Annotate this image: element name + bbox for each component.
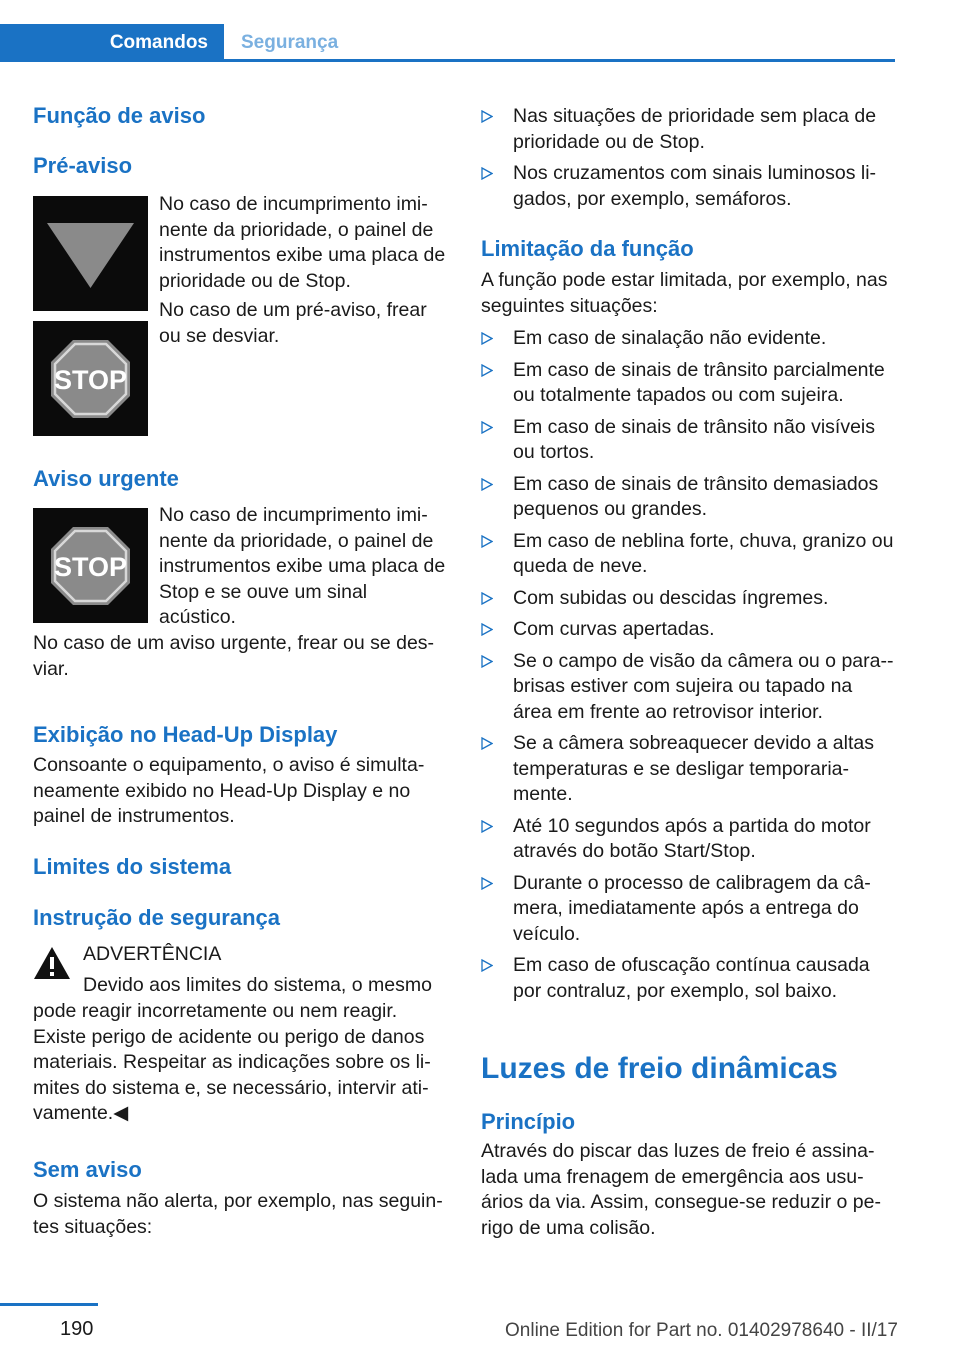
- sem-aviso-paragraph: O sistema não alerta, por exemplo, nas seguin-tes situações:: [33, 1190, 443, 1238]
- list-item-text: Nas situações de prioridade sem placa de prioridade ou de Stop.: [513, 105, 877, 153]
- list-item: [481, 104, 894, 155]
- edition-note: Online Edition for Part no. 01402978640 - II/17: [505, 1320, 898, 1341]
- list-item-text: Em caso de ofuscação contínua causada por contraluz, por exemplo, sol baixo.: [513, 954, 870, 1002]
- warning-text-line1: Devido aos limites do sistema, o mesmo: [83, 974, 432, 996]
- heading-instrucao-de-seguranca: Instrução de segurança: [33, 905, 280, 930]
- list-item: [481, 814, 894, 865]
- list-item-text: Em caso de sinais de trânsito demasiados pequenos ou grandes.: [513, 472, 879, 520]
- heading-pre-aviso: Pré-aviso: [33, 153, 133, 178]
- triangle-bullet-icon: [481, 535, 493, 548]
- limitacao-paragraph: A função pode estar limitada, por exemplo, nas seguintes situações:: [481, 269, 888, 317]
- urgente-paragraph-2: No caso de um aviso urgente, frear ou se des-viar.: [33, 632, 435, 680]
- heading-limites-do-sistema: Limites do sistema: [33, 854, 232, 879]
- list-item-text: Em caso de sinalação não evidente.: [513, 327, 827, 349]
- page-number: 190: [60, 1318, 94, 1340]
- triangle-bullet-icon: [481, 110, 493, 123]
- list-item: [481, 326, 894, 352]
- list-item: [481, 529, 894, 580]
- list-item-text: Em caso de sinais de trânsito não visíveis ou tortos.: [513, 415, 876, 463]
- heading-head-up-display: Exibição no Head-Up Display: [33, 722, 338, 747]
- list-item-text: Até 10 segundos após a partida do motor através do botão Start/Stop.: [513, 814, 871, 862]
- list-item-text: Em caso de sinais de trânsito parcialmente ou totalmente tapados ou com sujeira.: [513, 358, 885, 406]
- triangle-bullet-icon: [481, 478, 493, 491]
- list-item: [481, 617, 894, 643]
- triangle-bullet-icon: [481, 623, 493, 636]
- yield-sign-icon: [33, 196, 148, 311]
- list-item: [481, 649, 894, 726]
- list-item: [481, 586, 894, 612]
- stop-sign-image-2: [33, 508, 148, 623]
- header-tabs: [0, 24, 895, 62]
- hud-paragraph: Consoante o equipamento, o aviso é simulta-neamente exibido no Head-Up Display e no painel de instrumentos.: [33, 754, 425, 827]
- triangle-bullet-icon: [481, 332, 493, 345]
- list-item-text: Com curvas apertadas.: [513, 618, 715, 640]
- tab-comandos[interactable]: Comandos: [0, 24, 224, 61]
- list-item: [481, 731, 894, 808]
- urgente-paragraph-1: No caso de incumprimento imi-nente da prioridade, o painel de instrumentos exibe uma placa de Stop e se ouve um sinal acústico.: [159, 504, 446, 628]
- list-item: [481, 415, 894, 466]
- header-rule: [0, 59, 895, 62]
- list-item-text: Durante o processo de calibragem da câ-mera, imediatamente após a entrega do veículo.: [513, 871, 871, 945]
- preaviso-paragraph-2: No caso de um pré-aviso, frear ou se desviar.: [159, 299, 427, 347]
- triangle-bullet-icon: [481, 877, 493, 890]
- stop-sign-image-1: [33, 321, 148, 436]
- triangle-bullet-icon: [481, 655, 493, 668]
- heading-limitacao-da-funcao: Limitação da função: [481, 236, 694, 261]
- tab-seguranca[interactable]: Segurança: [241, 31, 339, 53]
- list-item: [481, 953, 894, 1004]
- principio-paragraph: Através do piscar das luzes de freio é assina-lada uma frenagem de emergência aos usu-ários da via. Assim, consegue-se reduzir o pe-rigo de uma colisão.: [481, 1140, 881, 1239]
- heading-aviso-urgente: Aviso urgente: [33, 466, 179, 491]
- triangle-bullet-icon: [481, 421, 493, 434]
- stop-sign-text: STOP: [53, 552, 128, 582]
- triangle-bullet-icon: [481, 820, 493, 833]
- sem-aviso-list: [481, 104, 894, 218]
- triangle-bullet-icon: [481, 959, 493, 972]
- triangle-bullet-icon: [481, 737, 493, 750]
- list-item-text: Com subidas ou descidas íngremes.: [513, 586, 829, 609]
- footer-rule: [0, 1303, 98, 1306]
- warning-title: ADVERTÊNCIA: [83, 943, 222, 965]
- triangle-bullet-icon: [481, 364, 493, 377]
- list-item: [481, 358, 894, 409]
- heading-luzes-de-freio-dinamicas: Luzes de freio dinâmicas: [481, 1052, 838, 1085]
- list-item: [481, 871, 894, 948]
- heading-sem-aviso: Sem aviso: [33, 1157, 142, 1182]
- preaviso-paragraph-1: No caso de incumprimento imi-nente da prioridade, o painel de instrumentos exibe uma placa de prioridade ou de Stop.: [159, 193, 446, 292]
- list-item-text: Se a câmera sobreaquecer devido a altas temperaturas e se desligar temporaria-mente.: [513, 732, 874, 805]
- limitacao-list: [481, 326, 894, 1010]
- stop-sign-icon: [33, 508, 148, 623]
- yield-sign-image: [33, 196, 148, 311]
- list-item-text: Em caso de neblina forte, chuva, granizo ou queda de neve.: [513, 529, 894, 577]
- heading-principio: Princípio: [481, 1109, 576, 1134]
- triangle-bullet-icon: [481, 167, 493, 180]
- stop-sign-text: STOP: [53, 365, 128, 395]
- heading-funcao-de-aviso: Função de aviso: [33, 103, 206, 128]
- list-item: [481, 161, 894, 212]
- list-item-text: Se o campo de visão da câmera ou o para--brisas estiver com sujeira ou tapado na área em frente ao retrovisor interior.: [513, 649, 894, 723]
- warning-text: pode reagir incorretamente ou nem reagir. Existe perigo de acidente ou perigo de danos materiais. Respeitar as indicações sobre os li-mites do sistema e, se necessário, intervir ati-vamente.◀: [33, 1000, 431, 1124]
- warning-icon: [33, 946, 71, 980]
- triangle-bullet-icon: [481, 592, 493, 605]
- list-item: [481, 472, 894, 523]
- stop-sign-icon: [33, 321, 148, 436]
- list-item-text: Nos cruzamentos com sinais luminosos li-gados, por exemplo, semáforos.: [513, 162, 877, 210]
